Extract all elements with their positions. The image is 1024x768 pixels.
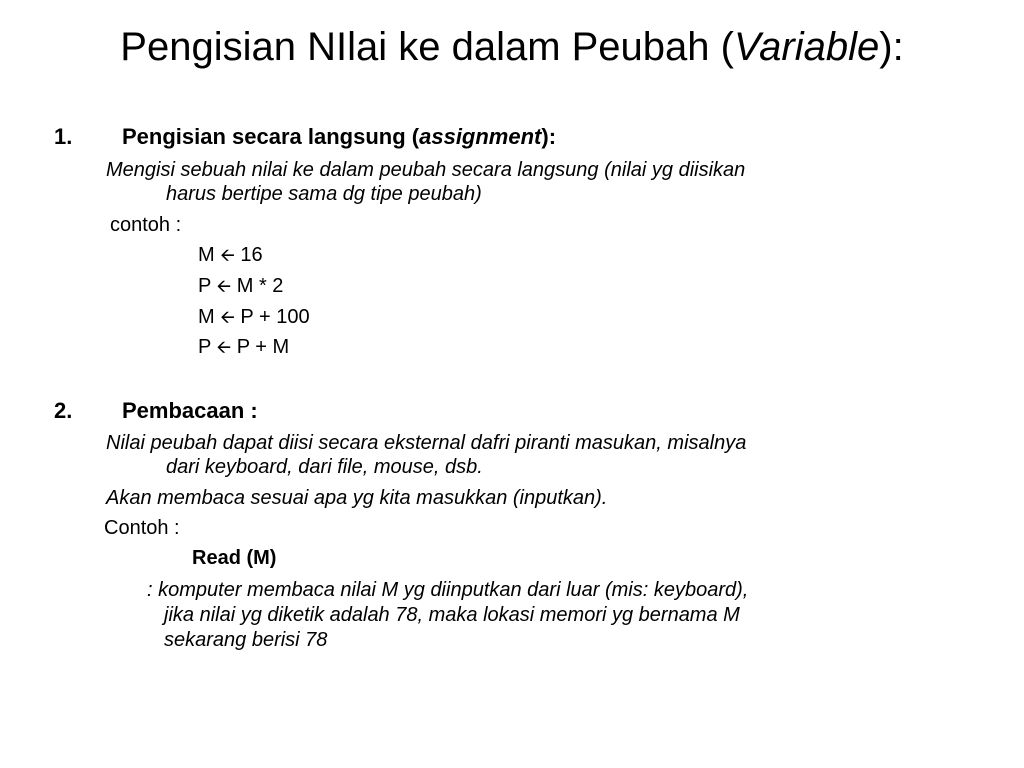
section1-desc-line1: Mengisi sebuah nilai ke dalam peubah secara langsung (nilai yg diisikan — [106, 159, 746, 181]
example-row-4 — [198, 335, 289, 360]
section1-number: 1. — [54, 124, 73, 149]
example-rhs: P + 100 — [240, 306, 310, 328]
section1-desc-line2: harus bertipe sama dg tipe peubah) — [166, 183, 482, 205]
example-lhs: M — [198, 306, 215, 328]
example-lhs: P — [198, 275, 211, 297]
example-row-3 — [198, 305, 310, 330]
section1-heading-prefix: Pengisian secara langsung ( — [122, 124, 420, 149]
section2-note-line3: sekarang berisi 78 — [164, 629, 328, 651]
section1-heading-italic: assignment — [419, 124, 542, 149]
arrow-left-icon: 🡨 — [216, 337, 232, 358]
title-italic: Variable — [733, 25, 880, 69]
section2-desc-line1: Nilai peubah dapat diisi secara eksternal dafri piranti masukan, misalnya — [106, 432, 747, 454]
section2-number: 2. — [54, 398, 73, 423]
section2-note-line1: : komputer membaca nilai M yg diinputkan dari luar (mis: keyboard), — [147, 579, 749, 601]
section2-note-line2: jika nilai yg diketik adalah 78, maka lokasi memori yg bernama M — [164, 604, 740, 626]
section1-heading-suffix: ): — [541, 124, 557, 149]
section2-desc2: Akan membaca sesuai apa yg kita masukkan (inputkan). — [106, 487, 608, 509]
section1-heading — [122, 124, 556, 150]
section1-example-label: contoh : — [110, 214, 182, 236]
section2-heading: Pembacaan : — [122, 398, 258, 423]
arrow-left-icon: 🡨 — [220, 307, 235, 328]
arrow-left-icon: 🡨 — [220, 245, 235, 266]
example-row-1 — [198, 243, 263, 268]
example-rhs: P + M — [236, 336, 290, 358]
slide-title — [0, 22, 1024, 72]
example-lhs: P — [198, 336, 211, 358]
example-rhs: M * 2 — [236, 275, 284, 297]
example-lhs: M — [198, 244, 215, 266]
title-prefix: Pengisian NIlai ke dalam Peubah ( — [120, 25, 734, 69]
section2-desc-line2: dari keyboard, dari file, mouse, dsb. — [166, 456, 483, 478]
example-row-2 — [198, 274, 283, 299]
section2-example-label: Contoh : — [104, 517, 180, 539]
example-rhs: 16 — [240, 244, 263, 266]
title-suffix: ): — [879, 25, 904, 69]
code-read: Read (M) — [192, 547, 277, 569]
arrow-left-icon: 🡨 — [216, 276, 232, 297]
